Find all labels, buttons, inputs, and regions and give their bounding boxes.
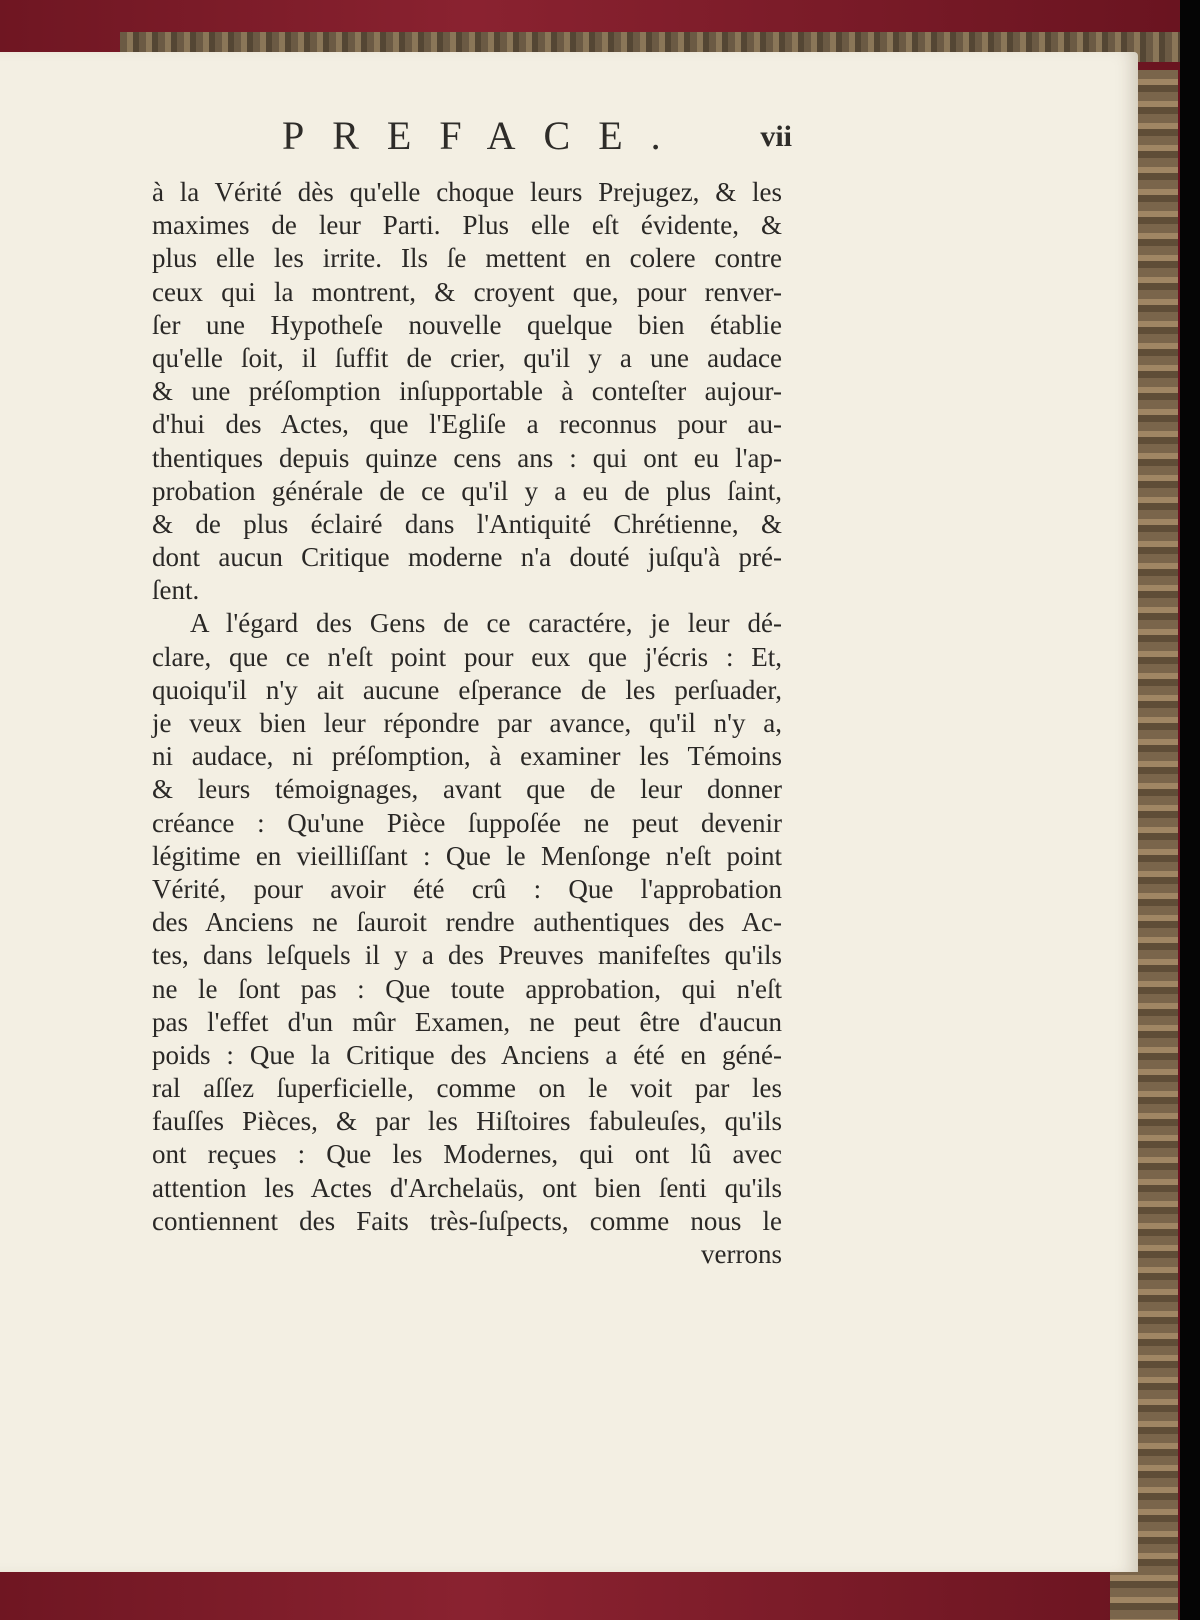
text-line: maximes de leur Parti. Plus elle eſt évidente, & — [152, 210, 782, 241]
text-line: contiennent des Faits très-ſuſpects, comme nous le — [152, 1205, 782, 1236]
text-line: plus elle les irrite. Ils ſe mettent en colere contre — [152, 243, 782, 274]
text-line: tes, dans leſquels il y a des Preuves manifeſtes qu'ils — [152, 940, 782, 971]
catchword: verrons — [701, 1239, 782, 1269]
text-line: ſent. — [152, 575, 200, 606]
running-head: PREFACE. — [282, 113, 689, 158]
text-line: légitime en vieilliſſant : Que le Menſonge n'eſt point — [152, 840, 782, 871]
text-line: créance : Qu'une Pièce ſuppoſée ne peut devenir — [152, 807, 782, 838]
text-line: d'hui des Actes, que l'Egliſe a reconnus pour au- — [152, 409, 782, 440]
text-line: ſer une Hypotheſe nouvelle quelque bien établie — [152, 309, 782, 340]
page-header — [282, 112, 792, 160]
text-line: thentiques depuis quinze cens ans : qui ont eu l'ap- — [152, 442, 782, 473]
text-line: poids : Que la Critique des Anciens a été en géné- — [152, 1039, 782, 1070]
text-line: fauſſes Pièces, & par les Hiſtoires fabuleuſes, qu'ils — [152, 1106, 782, 1137]
text-line: ne le ſont pas : Que toute approbation, qui n'eſt — [152, 973, 782, 1004]
text-line: je veux bien leur répondre par avance, qu'il n'y a, — [152, 708, 782, 738]
text-line: des Anciens ne ſauroit rendre authentiques des Ac- — [152, 907, 782, 938]
text-line: & de plus éclairé dans l'Antiquité Chrétienne, & — [152, 508, 782, 539]
text-line: A l'égard des Gens de ce caractére, je leur dé- — [190, 608, 782, 639]
text-line: ni audace, ni préſomption, à examiner les Témoins — [152, 741, 782, 772]
page-number: vii — [760, 120, 792, 153]
text-line: ont reçues : Que les Modernes, qui ont lû avec — [152, 1139, 782, 1170]
text-line: quoiqu'il n'y ait aucune eſperance de les perſuader, — [152, 674, 782, 705]
text-line: probation générale de ce qu'il y a eu de plus ſaint, — [152, 475, 782, 506]
text-line: clare, que ce n'eſt point pour eux que j'écris : Et, — [152, 641, 782, 672]
text-line: ceux qui la montrent, & croyent que, pour renver- — [152, 276, 782, 307]
text-line: & une préſomption inſupportable à conteſter aujour- — [152, 376, 782, 407]
text-line: ral aſſez ſuperficielle, comme on le voit par les — [152, 1073, 782, 1104]
text-line: à la Vérité dès qu'elle choque leurs Prejugez, & les — [152, 177, 782, 207]
body-text — [152, 176, 782, 1271]
text-line: qu'elle ſoit, il ſuffit de crier, qu'il y a une audace — [152, 342, 782, 373]
text-line: Vérité, pour avoir été crû : Que l'approbation — [152, 873, 782, 904]
text-line: dont aucun Critique moderne n'a douté juſqu'à pré- — [152, 542, 782, 573]
text-line: pas l'effet d'un mûr Examen, ne peut être d'aucun — [152, 1006, 782, 1037]
text-line: & leurs témoignages, avant que de leur donner — [152, 774, 782, 805]
text-line: attention les Actes d'Archelaüs, ont bien ſenti qu'ils — [152, 1172, 782, 1203]
